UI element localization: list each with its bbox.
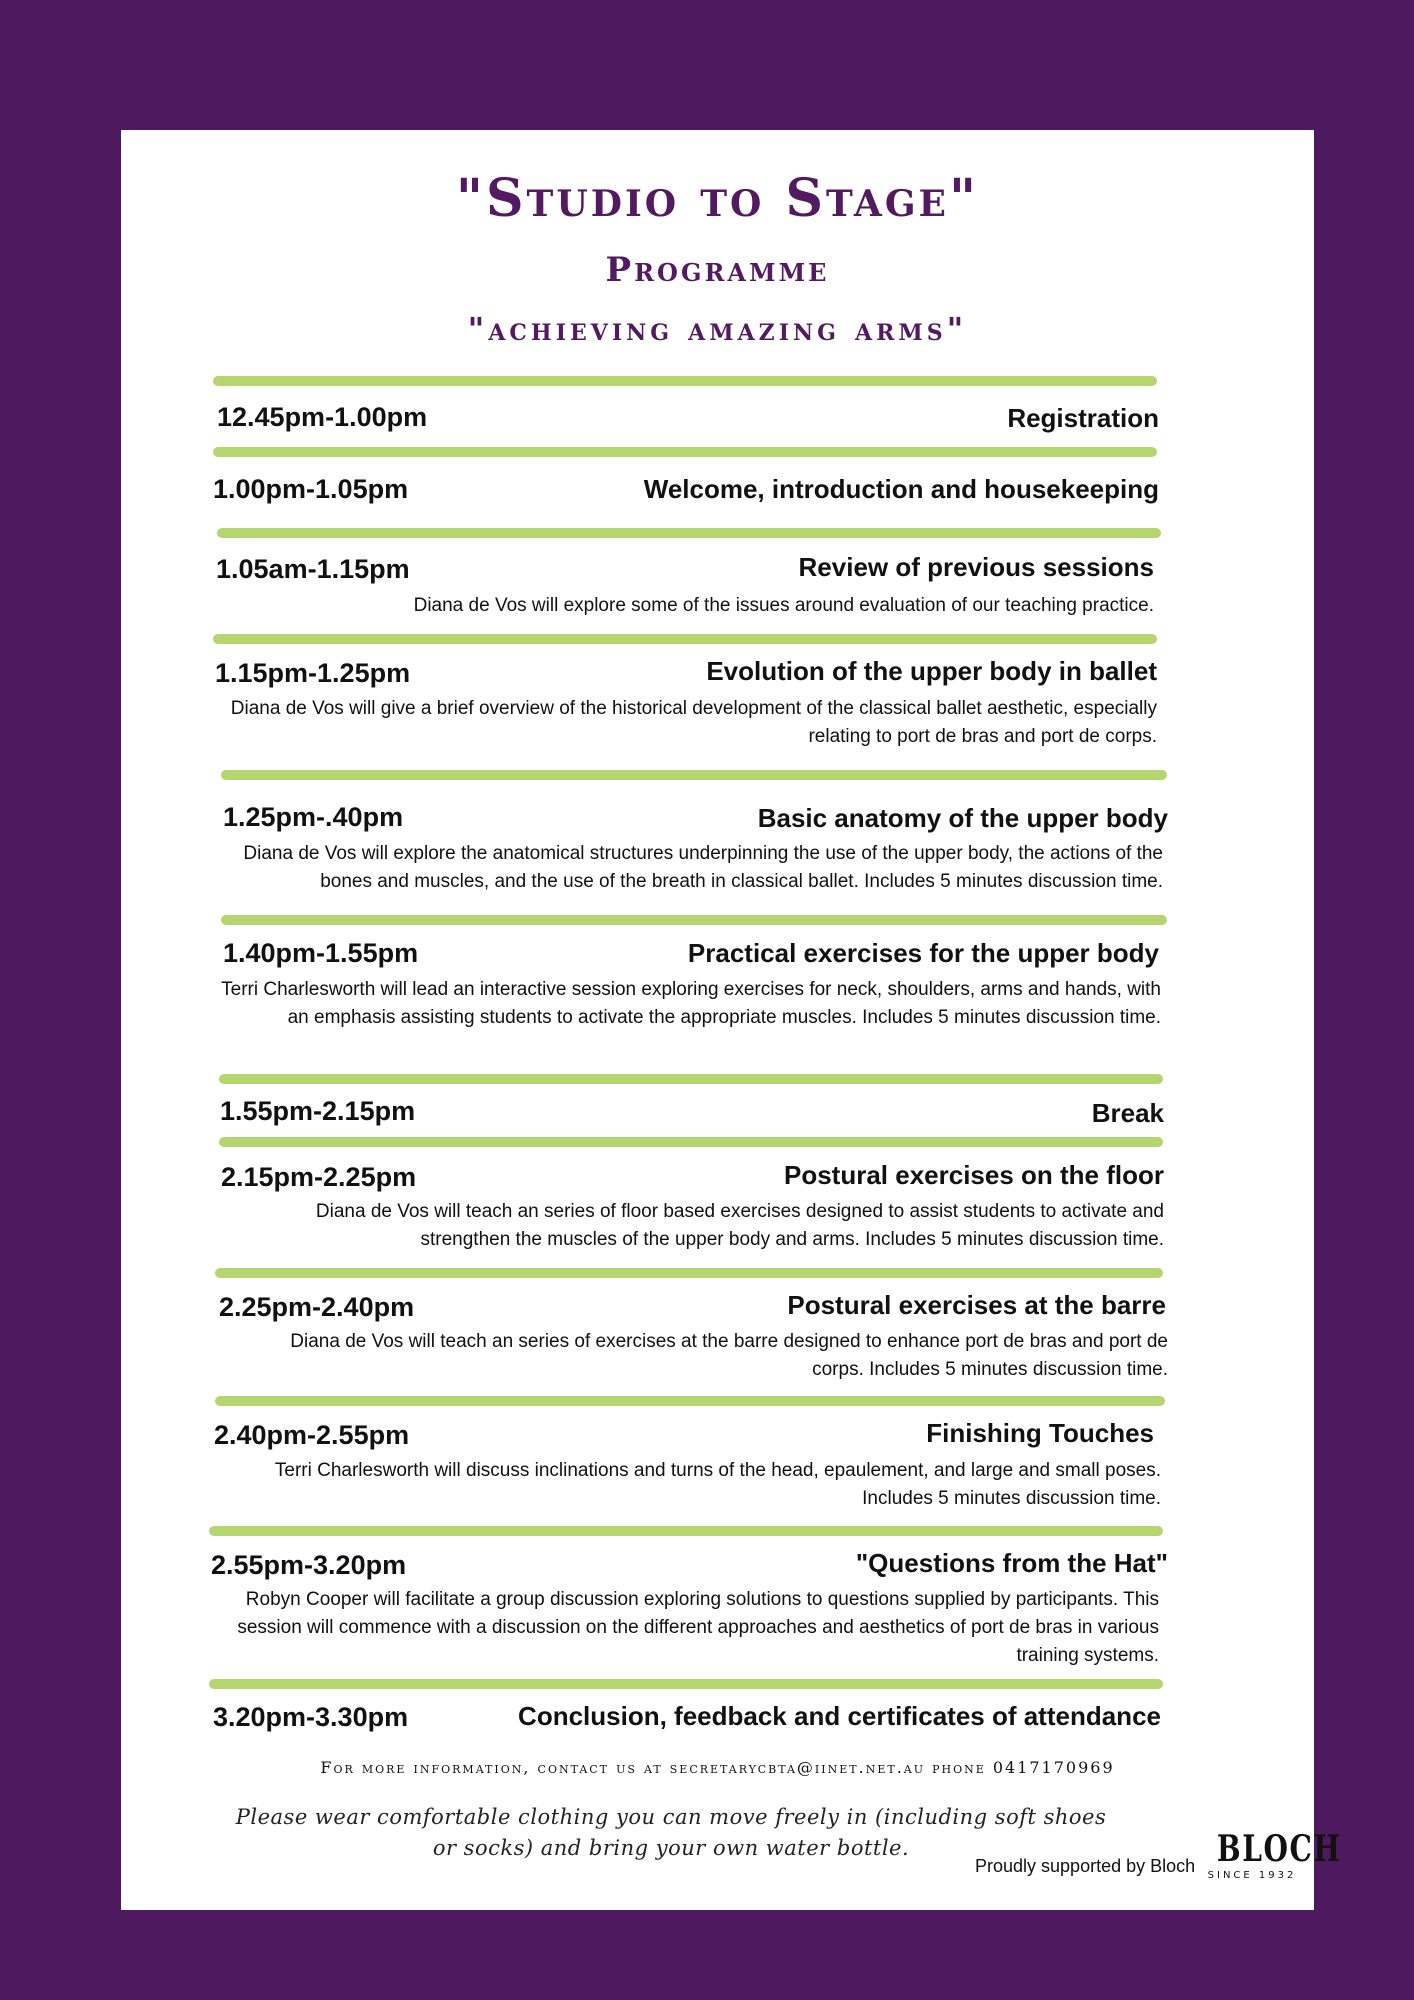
contact-info: For more information, contact us at secretarycbta@iinet.net.au phone 0417170969 [320,1758,1115,1777]
programme-page [121,130,1342,1910]
session-time: 12.45pm-1.00pm [217,402,428,432]
page-title: "Studio to Stage" [455,168,980,229]
session-description: Diana de Vos will teach an series of exercises at the barre designed to enhance port de bras and port de corps. Includes 5 minutes discussion time. [290,1331,1168,1380]
session-time: 1.00pm-1.05pm [213,474,409,504]
divider [221,915,1167,925]
divider [217,528,1161,538]
divider [219,1137,1163,1147]
divider [213,634,1157,644]
session-title: Postural exercises on the floor [783,1160,1164,1190]
session-description: Diana de Vos will explore the anatomical structures underpinning the use of the upper body, the actions of the bones and muscles, and the use of the breath in classical ballet. Includes 5 minutes discussion time. [243,843,1163,892]
bloch-logo [1207,1828,1342,1881]
session-title: Registration [1007,403,1159,433]
session-title: Welcome, introduction and housekeeping [643,474,1159,504]
session-description: Diana de Vos will explore some of the issues around evaluation of our teaching practice. [413,595,1154,616]
session-time: 3.20pm-3.30pm [213,1702,409,1732]
logo-wordmark: BLOCH [1216,1828,1342,1870]
page-tagline: "achieving amazing arms" [467,310,968,348]
divider [213,376,1157,386]
session-title: Evolution of the upper body in ballet [706,656,1157,686]
session-time: 1.05am-1.15pm [216,554,410,584]
divider [221,770,1167,780]
session-description: Terri Charlesworth will lead an interactive session exploring exercises for neck, shoulders, arms and hands, with an emphasis assisting students to activate the appropriate muscles. Includes 5 minutes discussion time. [221,979,1161,1028]
logo-since: SINCE 1932 [1207,1870,1297,1881]
divider [215,1268,1163,1278]
session-time: 1.40pm-1.55pm [223,938,419,968]
session-title: Break [1091,1098,1164,1128]
session-title: Conclusion, feedback and certificates of attendance [518,1701,1161,1731]
session-title: Postural exercises at the barre [787,1290,1166,1320]
session-time: 1.55pm-2.15pm [220,1096,416,1126]
session-time: 2.25pm-2.40pm [219,1292,415,1322]
session-time: 2.55pm-3.20pm [211,1550,407,1580]
session-description: Robyn Cooper will facilitate a group discussion exploring solutions to questions supplied by participants. This session will commence with a discussion on the different approaches and aesthetics of port de bras in various training systems. [237,1589,1159,1666]
page-subtitle: Programme [605,250,830,290]
session-time: 1.15pm-1.25pm [215,658,411,688]
clothing-note: Please wear comfortable clothing you can move freely in (including soft shoes or socks) and bring your own water bottle. [235,1805,1107,1860]
session-description: Diana de Vos will teach an series of floor based exercises designed to assist students to activate and strengthen the muscles of the upper body and arms. Includes 5 minutes discussion time. [315,1201,1164,1250]
session-title: Basic anatomy of the upper body [757,803,1168,833]
session-time: 2.15pm-2.25pm [221,1162,417,1192]
session-time: 1.25pm-.40pm [223,802,404,832]
session-title: "Questions from the Hat" [855,1548,1168,1578]
session-title: Practical exercises for the upper body [687,938,1159,968]
session-title: Review of previous sessions [798,552,1154,582]
session-description: Terri Charlesworth will discuss inclinations and turns of the head, epaulement, and large and small poses. Includes 5 minutes discussion time. [274,1460,1161,1509]
divider [209,1526,1163,1536]
session-time: 2.40pm-2.55pm [214,1420,410,1450]
sponsor-text: Proudly supported by Bloch [975,1856,1196,1876]
session-title: Finishing Touches [926,1418,1154,1448]
divider [209,1679,1163,1689]
divider [213,447,1157,457]
divider [219,1074,1163,1084]
session-description: Diana de Vos will give a brief overview of the historical development of the classical ballet aesthetic, especially relating to port de bras and port de corps. [230,698,1157,747]
divider [215,1396,1165,1406]
